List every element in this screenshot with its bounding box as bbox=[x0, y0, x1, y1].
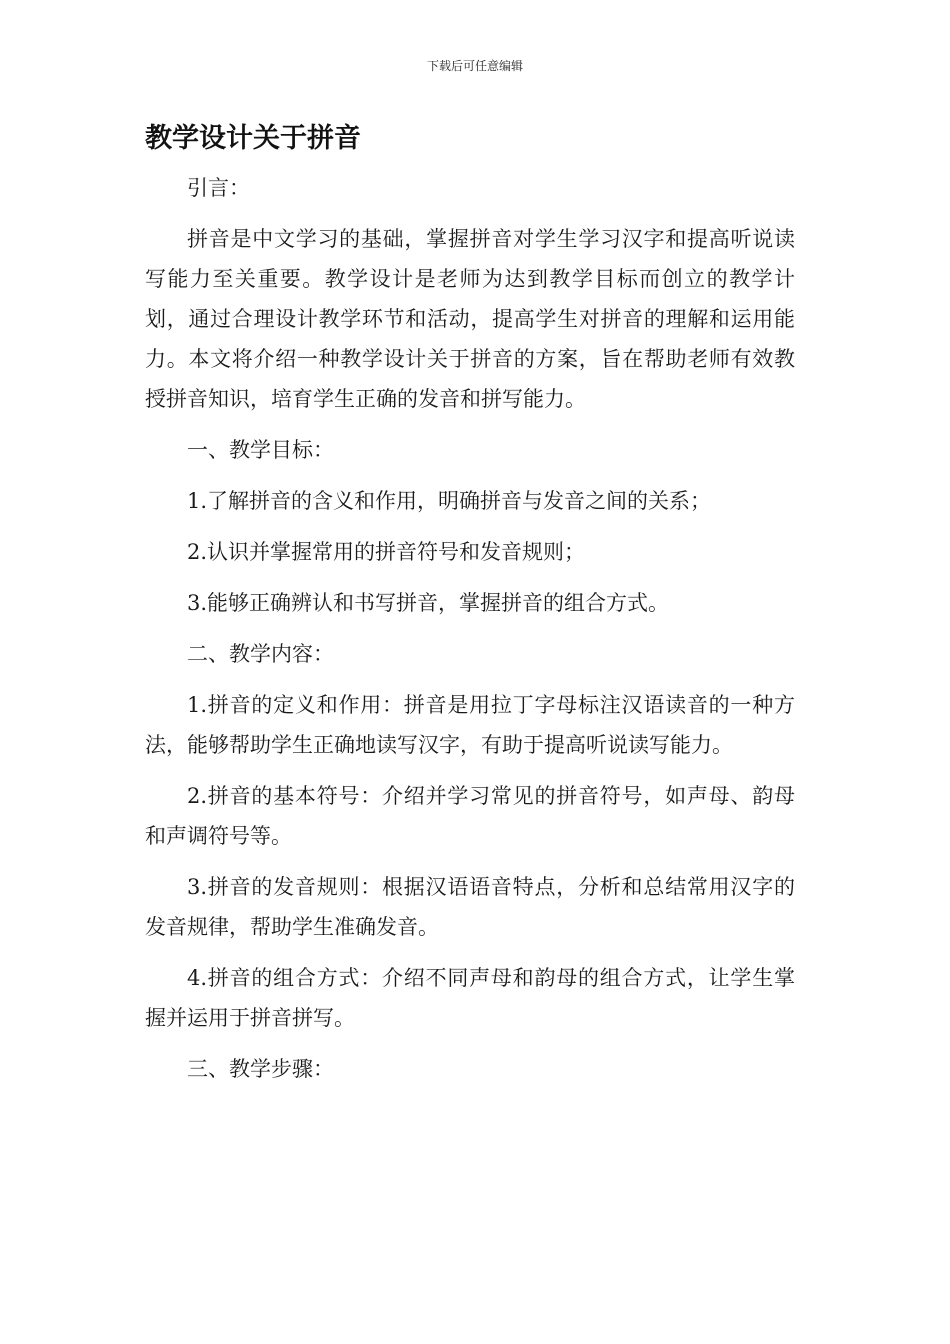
content-item-2: 2.拼音的基本符号：介绍并学习常见的拼音符号，如声母、韵母和声调符号等。 bbox=[145, 784, 795, 848]
section-heading-steps: 三、教学步骤： bbox=[187, 1057, 334, 1081]
content-item-1: 1.拼音的定义和作用：拼音是用拉丁字母标注汉语读音的一种方法，能够帮助学生正确地读写汉字，有助于提高听说读写能力。 bbox=[145, 693, 795, 757]
goal-item-2: 2.认识并掌握常用的拼音符号和发音规则； bbox=[187, 540, 586, 564]
document-title: 教学设计关于拼音 bbox=[145, 123, 361, 154]
content-item-3: 3.拼音的发音规则：根据汉语语音特点，分析和总结常用汉字的发音规律，帮助学生准确发音。 bbox=[145, 875, 795, 939]
section-heading-content: 二、教学内容： bbox=[187, 642, 334, 666]
intro-paragraph: 拼音是中文学习的基础，掌握拼音对学生学习汉字和提高听说读写能力至关重要。教学设计是老师为达到教学目标而创立的教学计划，通过合理设计教学环节和活动，提高学生对拼音的理解和运用能力。本文将介绍一种教学设计关于拼音的方案，旨在帮助老师有效教授拼音知识，培育学生正确的发音和拼写能力。 bbox=[145, 227, 795, 411]
intro-heading: 引言： bbox=[187, 176, 250, 200]
section-heading-goals: 一、教学目标： bbox=[187, 438, 334, 462]
content-item-4: 4.拼音的组合方式：介绍不同声母和韵母的组合方式，让学生掌握并运用于拼音拼写。 bbox=[145, 966, 795, 1030]
header-note: 下载后可任意编辑 bbox=[426, 59, 523, 73]
goal-item-3: 3.能够正确辨认和书写拼音，掌握拼音的组合方式。 bbox=[187, 591, 670, 615]
document-body bbox=[145, 168, 795, 1089]
goal-item-1: 1.了解拼音的含义和作用，明确拼音与发音之间的关系； bbox=[187, 489, 712, 513]
